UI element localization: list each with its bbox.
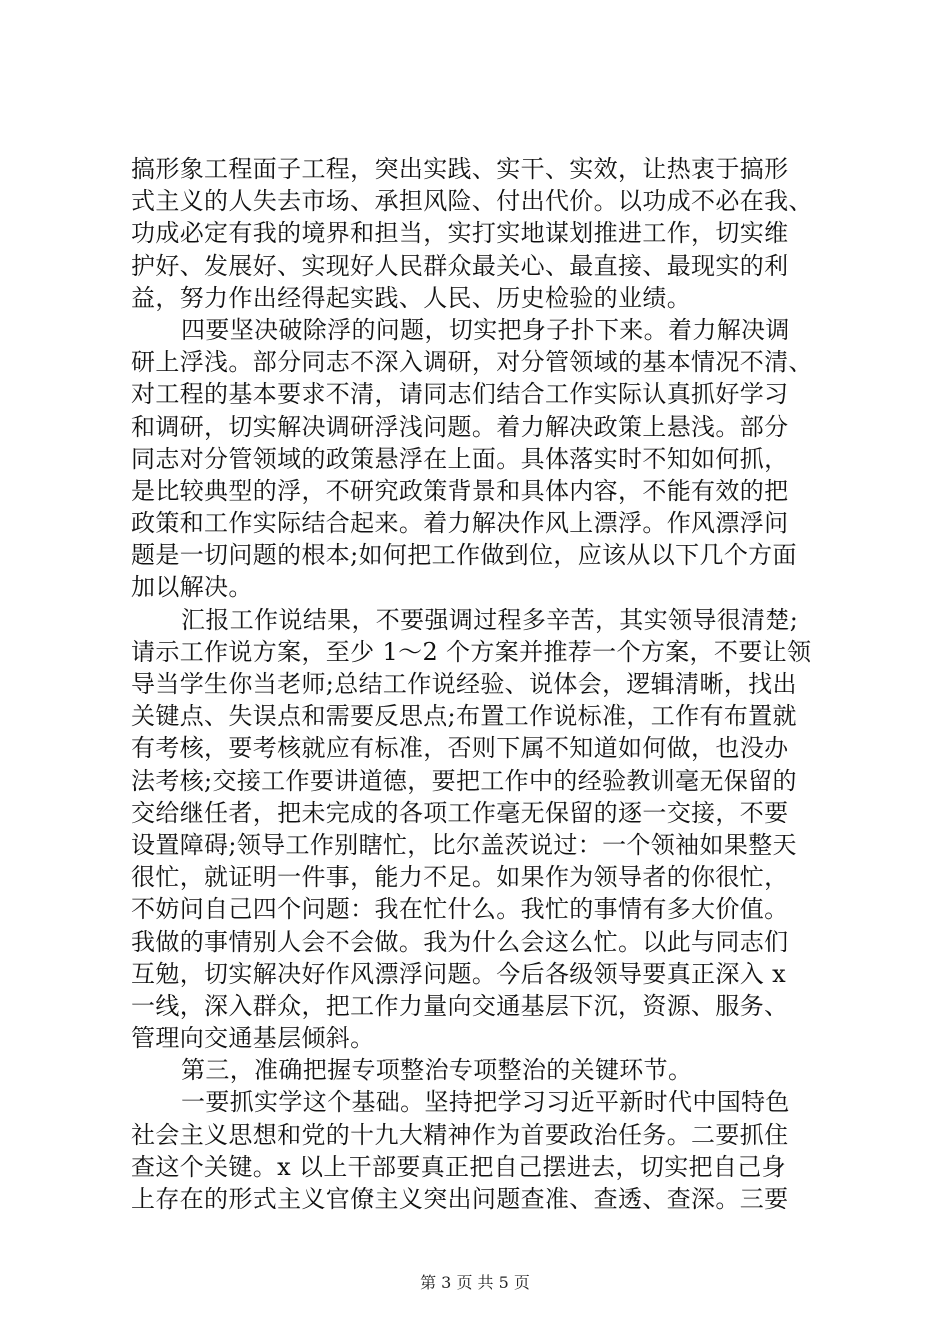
text-line: 我做的事情别人会不会做。我为什么会这么忙。以此与同志们 xyxy=(131,927,789,956)
text-line: 题是一切问题的根本;如何把工作做到位，应该从以下几个方面 xyxy=(131,541,797,570)
paragraph xyxy=(131,604,831,1055)
paragraph xyxy=(131,1054,831,1086)
document-body xyxy=(131,153,831,1215)
text-line: 功成必定有我的境界和担当，实打实地谋划推进工作，切实维 xyxy=(131,219,789,248)
text-line: 交给继任者，把未完成的各项工作毫无保留的逐一交接，不要 xyxy=(131,798,789,827)
text-line: 护好、发展好、实现好人民群众最关心、最直接、最现实的利 xyxy=(131,251,789,280)
paragraph xyxy=(131,314,831,604)
text-line: 互勉，切实解决好作风漂浮问题。今后各级领导要真正深入 x xyxy=(131,959,786,988)
text-line: 加以解决。 xyxy=(131,573,253,602)
paragraph xyxy=(131,153,831,314)
text-line: 一要抓实学这个基础。坚持把学习习近平新时代中国特色 xyxy=(181,1088,790,1117)
text-line: 益，努力作出经得起实践、人民、历史检验的业绩。 xyxy=(131,283,692,312)
text-line: 对工程的基本要求不清，请同志们结合工作实际认真抓好学习 xyxy=(131,380,789,409)
text-line: 和调研，切实解决调研浮浅问题。着力解决政策上悬浅。部分 xyxy=(131,412,789,441)
page-footer: 第 3 页 共 5 页 xyxy=(420,1273,530,1292)
text-line: 查这个关键。x 以上干部要真正把自己摆进去，切实把自己身 xyxy=(131,1152,786,1181)
text-line: 很忙，就证明一件事，能力不足。如果作为领导者的你很忙， xyxy=(131,863,789,892)
text-line: 研上浮浅。部分同志不深入调研，对分管领域的基本情况不清、 xyxy=(131,348,813,377)
text-line: 导当学生你当老师;总结工作说经验、说体会，逻辑清晰，找出 xyxy=(131,670,797,698)
text-line: 关键点、失误点和需要反思点;布置工作说标准，工作有布置就 xyxy=(131,702,797,731)
text-line: 搞形象工程面子工程，突出实践、实干、实效，让热衷于搞形 xyxy=(131,155,789,183)
text-line: 法考核;交接工作要讲道德，要把工作中的经验教训毫无保留的 xyxy=(131,766,797,795)
text-line: 四要坚决破除浮的问题，切实把身子扑下来。着力解决调 xyxy=(181,315,790,344)
text-line: 式主义的人失去市场、承担风险、付出代价。以功成不必在我、 xyxy=(131,187,813,216)
text-line: 是比较典型的浮，不研究政策背景和具体内容，不能有效的把 xyxy=(131,476,789,505)
text-line: 管理向交通基层倾斜。 xyxy=(131,1024,375,1053)
text-line: 社会主义思想和党的十九大精神作为首要政治任务。二要抓住 xyxy=(131,1120,789,1149)
text-line: 一线，深入群众，把工作力量向交通基层下沉，资源、服务、 xyxy=(131,991,789,1020)
paragraph xyxy=(131,1086,831,1215)
text-line: 请示工作说方案，至少 1～2 个方案并推荐一个方案，不要让领 xyxy=(131,637,812,666)
text-line: 有考核，要考核就应有标准，否则下属不知道如何做，也没办 xyxy=(131,734,789,763)
text-line: 政策和工作实际结合起来。着力解决作风上漂浮。作风漂浮问 xyxy=(131,509,789,538)
text-line: 第三，准确把握专项整治专项整治的关键环节。 xyxy=(181,1056,693,1085)
text-line: 汇报工作说结果，不要强调过程多辛苦，其实领导很清楚; xyxy=(181,605,799,634)
text-line: 设置障碍;领导工作别瞎忙，比尔盖茨说过：一个领袖如果整天 xyxy=(131,830,797,859)
text-line: 不妨问自己四个问题：我在忙什么。我忙的事情有多大价值。 xyxy=(131,895,789,924)
text-line: 同志对分管领域的政策悬浮在上面。具体落实时不知如何抓， xyxy=(131,444,789,473)
text-line: 上存在的形式主义官僚主义突出问题查准、查透、查深。三要 xyxy=(131,1185,789,1213)
